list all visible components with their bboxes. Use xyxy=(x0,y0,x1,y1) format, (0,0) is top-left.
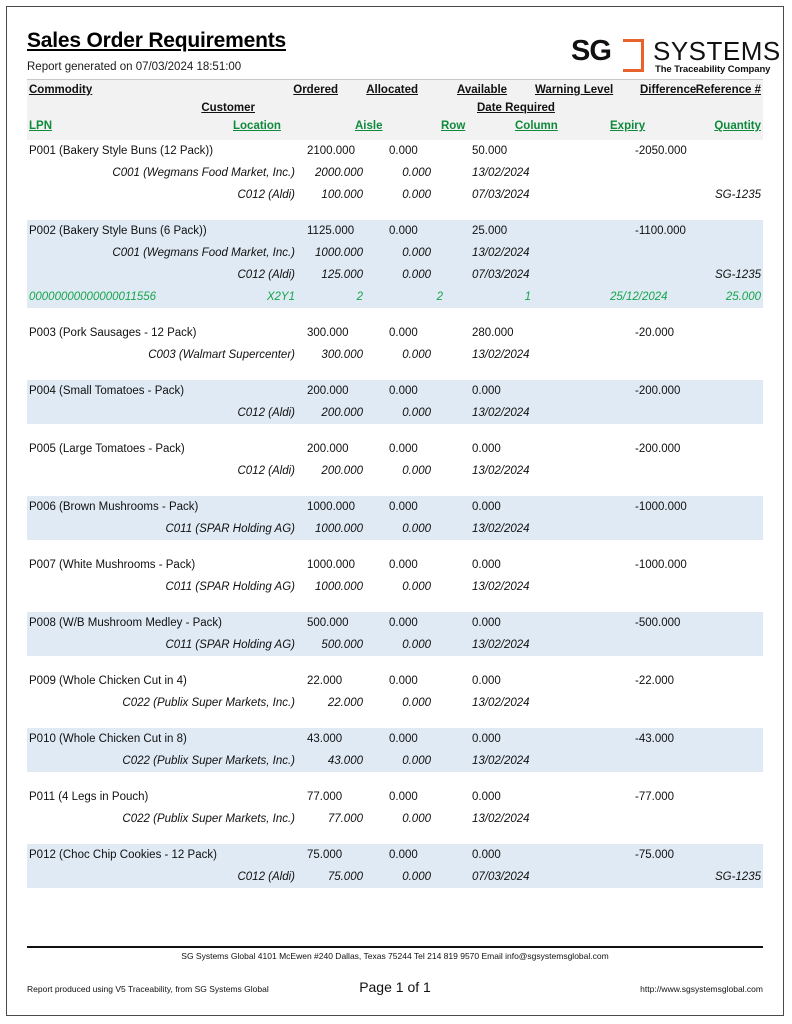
commodity-available: 0.000 xyxy=(472,849,501,861)
customer-ordered: 22.000 xyxy=(327,697,363,709)
commodity-row xyxy=(27,140,763,162)
commodity-name: P004 (Small Tomatoes - Pack) xyxy=(29,385,185,397)
customer-name: C011 (SPAR Holding AG) xyxy=(165,523,295,535)
customer-date-required: 13/02/2024 xyxy=(472,523,530,535)
customer-reference: SG-1235 xyxy=(714,269,761,281)
commodity-row xyxy=(27,322,763,344)
customer-name: C003 (Walmart Supercenter) xyxy=(148,349,295,361)
commodity-group xyxy=(27,670,763,714)
footer-website[interactable]: http://www.sgsystemsglobal.com xyxy=(640,984,763,994)
header-warning-level: Warning Level xyxy=(535,84,614,96)
commodity-ordered: 1000.000 xyxy=(307,501,355,513)
customer-allocated: 0.000 xyxy=(402,639,431,651)
group-spacer xyxy=(27,308,763,322)
header-row: Row xyxy=(441,120,466,132)
customer-date-required: 13/02/2024 xyxy=(472,813,530,825)
commodity-allocated: 0.000 xyxy=(389,443,418,455)
customer-name: C012 (Aldi) xyxy=(237,189,295,201)
commodity-row xyxy=(27,554,763,576)
commodity-name: P007 (White Mushrooms - Pack) xyxy=(29,559,196,571)
commodity-row xyxy=(27,612,763,634)
report-generated-timestamp: Report generated on 07/03/2024 18:51:00 xyxy=(27,61,242,73)
commodity-allocated: 0.000 xyxy=(389,501,418,513)
customer-date-required: 07/03/2024 xyxy=(472,269,530,281)
customer-name: C012 (Aldi) xyxy=(237,871,295,883)
commodity-name: P009 (Whole Chicken Cut in 4) xyxy=(29,675,187,687)
commodity-ordered: 1000.000 xyxy=(307,559,355,571)
customer-date-required: 13/02/2024 xyxy=(472,755,530,767)
lpn-expiry: 25/12/2024 xyxy=(610,291,668,303)
commodity-name: P012 (Choc Chip Cookies - 12 Pack) xyxy=(29,849,217,861)
commodity-available: 0.000 xyxy=(472,501,501,513)
customer-allocated: 0.000 xyxy=(402,697,431,709)
commodity-difference: -20.000 xyxy=(635,327,675,339)
lpn-location: X2Y1 xyxy=(266,291,295,303)
customer-date-required: 13/02/2024 xyxy=(472,465,530,477)
group-spacer xyxy=(27,424,763,438)
customer-reference: SG-1235 xyxy=(714,871,761,883)
customer-name: C022 (Publix Super Markets, Inc.) xyxy=(122,813,295,825)
commodity-ordered: 200.000 xyxy=(307,443,349,455)
logo-sg-mark: SG xyxy=(571,35,611,67)
customer-ordered: 1000.000 xyxy=(315,581,363,593)
customer-ordered: 75.000 xyxy=(327,871,363,883)
commodity-ordered: 22.000 xyxy=(307,675,343,687)
customer-allocated: 0.000 xyxy=(402,407,431,419)
customer-allocated: 0.000 xyxy=(402,247,431,259)
commodity-group xyxy=(27,438,763,482)
customer-row xyxy=(27,692,763,714)
customer-allocated: 0.000 xyxy=(402,167,431,179)
customer-row xyxy=(27,460,763,482)
commodity-allocated: 0.000 xyxy=(389,327,418,339)
commodity-available: 280.000 xyxy=(472,327,514,339)
commodity-row xyxy=(27,844,763,866)
customer-row xyxy=(27,808,763,830)
group-spacer xyxy=(27,540,763,554)
customer-row xyxy=(27,344,763,366)
commodity-available: 0.000 xyxy=(472,617,501,629)
header-date-required: Date Required xyxy=(477,102,555,114)
commodity-group xyxy=(27,554,763,598)
customer-row xyxy=(27,518,763,540)
group-spacer xyxy=(27,482,763,496)
customer-ordered: 200.000 xyxy=(321,465,363,477)
commodity-row xyxy=(27,670,763,692)
header-reference: Reference # xyxy=(695,84,761,96)
customer-date-required: 13/02/2024 xyxy=(472,167,530,179)
lpn-aisle: 2 xyxy=(356,291,363,303)
commodity-name: P002 (Bakery Style Buns (6 Pack)) xyxy=(29,225,207,237)
commodity-group xyxy=(27,728,763,772)
customer-name: C011 (SPAR Holding AG) xyxy=(165,639,295,651)
commodity-row xyxy=(27,220,763,242)
table-column-headers xyxy=(27,79,763,140)
commodity-name: P010 (Whole Chicken Cut in 8) xyxy=(29,733,187,745)
customer-date-required: 07/03/2024 xyxy=(472,871,530,883)
header-expiry: Expiry xyxy=(610,120,646,132)
commodity-group xyxy=(27,496,763,540)
commodity-name: P005 (Large Tomatoes - Pack) xyxy=(29,443,185,455)
customer-ordered: 125.000 xyxy=(321,269,363,281)
lpn-column: 1 xyxy=(524,291,531,303)
customer-ordered: 300.000 xyxy=(321,349,363,361)
commodity-difference: -43.000 xyxy=(635,733,675,745)
commodity-available: 0.000 xyxy=(472,559,501,571)
commodity-available: 25.000 xyxy=(472,225,508,237)
header-ordered: Ordered xyxy=(293,84,338,96)
commodity-allocated: 0.000 xyxy=(389,559,418,571)
commodity-available: 0.000 xyxy=(472,791,501,803)
commodity-name: P006 (Brown Mushrooms - Pack) xyxy=(29,501,199,513)
commodity-allocated: 0.000 xyxy=(389,849,418,861)
commodity-allocated: 0.000 xyxy=(389,145,418,157)
group-spacer xyxy=(27,206,763,220)
commodity-ordered: 2100.000 xyxy=(307,145,355,157)
customer-name: C022 (Publix Super Markets, Inc.) xyxy=(122,697,295,709)
commodity-allocated: 0.000 xyxy=(389,225,418,237)
footer-page-number: Page 1 of 1 xyxy=(359,979,431,995)
group-spacer xyxy=(27,888,763,902)
commodity-difference: -200.000 xyxy=(635,385,681,397)
customer-allocated: 0.000 xyxy=(402,813,431,825)
logo-company-name: SYSTEMS xyxy=(653,36,781,66)
commodity-available: 0.000 xyxy=(472,733,501,745)
requirements-table xyxy=(27,140,763,902)
company-logo xyxy=(569,33,781,79)
lpn-row xyxy=(27,286,763,308)
commodity-difference: -200.000 xyxy=(635,443,681,455)
commodity-ordered: 200.000 xyxy=(307,385,349,397)
commodity-difference: -500.000 xyxy=(635,617,681,629)
commodity-name: P001 (Bakery Style Buns (12 Pack)) xyxy=(29,145,214,157)
customer-name: C012 (Aldi) xyxy=(237,269,295,281)
customer-date-required: 13/02/2024 xyxy=(472,697,530,709)
customer-reference: SG-1235 xyxy=(714,189,761,201)
commodity-allocated: 0.000 xyxy=(389,385,418,397)
logo-tagline: The Traceability Company xyxy=(655,64,771,75)
commodity-allocated: 0.000 xyxy=(389,733,418,745)
customer-date-required: 13/02/2024 xyxy=(472,247,530,259)
commodity-allocated: 0.000 xyxy=(389,675,418,687)
commodity-row xyxy=(27,496,763,518)
commodity-allocated: 0.000 xyxy=(389,617,418,629)
commodity-difference: -1000.000 xyxy=(635,501,687,513)
lpn-quantity: 25.000 xyxy=(725,291,761,303)
group-spacer xyxy=(27,830,763,844)
commodity-difference: -1000.000 xyxy=(635,559,687,571)
customer-allocated: 0.000 xyxy=(402,871,431,883)
customer-name: C012 (Aldi) xyxy=(237,465,295,477)
commodity-difference: -1100.000 xyxy=(635,225,686,237)
customer-allocated: 0.000 xyxy=(402,465,431,477)
commodity-ordered: 43.000 xyxy=(307,733,343,745)
commodity-available: 50.000 xyxy=(472,145,508,157)
header-aisle: Aisle xyxy=(355,120,383,132)
customer-row xyxy=(27,634,763,656)
header-allocated: Allocated xyxy=(366,84,418,96)
commodity-available: 0.000 xyxy=(472,385,501,397)
commodity-difference: -75.000 xyxy=(635,849,675,861)
document-footer xyxy=(27,946,763,999)
commodity-difference: -22.000 xyxy=(635,675,675,687)
lpn-row: 2 xyxy=(436,291,443,303)
customer-allocated: 0.000 xyxy=(402,523,431,535)
header-available: Available xyxy=(457,84,508,96)
customer-date-required: 13/02/2024 xyxy=(472,581,530,593)
customer-row xyxy=(27,866,763,888)
customer-row xyxy=(27,402,763,424)
header-commodity: Commodity xyxy=(29,84,93,96)
commodity-difference: -77.000 xyxy=(635,791,675,803)
customer-date-required: 13/02/2024 xyxy=(472,407,530,419)
group-spacer xyxy=(27,598,763,612)
commodity-ordered: 1125.000 xyxy=(307,225,355,237)
commodity-available: 0.000 xyxy=(472,675,501,687)
commodity-group xyxy=(27,220,763,308)
customer-ordered: 500.000 xyxy=(321,639,363,651)
document-header xyxy=(7,7,783,79)
customer-name: C011 (SPAR Holding AG) xyxy=(165,581,295,593)
customer-row xyxy=(27,162,763,184)
customer-name: C012 (Aldi) xyxy=(237,407,295,419)
header-difference: Difference xyxy=(640,84,697,96)
customer-allocated: 0.000 xyxy=(402,581,431,593)
report-page xyxy=(6,6,784,1016)
commodity-available: 0.000 xyxy=(472,443,501,455)
header-lpn: LPN xyxy=(29,120,52,132)
customer-allocated: 0.000 xyxy=(402,189,431,201)
page-title: Sales Order Requirements xyxy=(27,29,286,52)
group-spacer xyxy=(27,714,763,728)
commodity-group xyxy=(27,322,763,366)
customer-row xyxy=(27,750,763,772)
customer-name: C001 (Wegmans Food Market, Inc.) xyxy=(112,167,295,179)
customer-ordered: 1000.000 xyxy=(315,523,363,535)
commodity-row xyxy=(27,438,763,460)
header-quantity: Quantity xyxy=(714,120,761,132)
lpn-number: 00000000000000011556 xyxy=(29,291,157,303)
group-spacer xyxy=(27,656,763,670)
customer-date-required: 13/02/2024 xyxy=(472,639,530,651)
footer-produced-by: Report produced using V5 Traceability, from SG Systems Global xyxy=(27,984,269,994)
customer-allocated: 0.000 xyxy=(402,755,431,767)
customer-ordered: 1000.000 xyxy=(315,247,363,259)
customer-date-required: 07/03/2024 xyxy=(472,189,530,201)
group-spacer xyxy=(27,772,763,786)
logo-bracket-shape-icon xyxy=(623,39,644,72)
header-column: Column xyxy=(515,120,558,132)
commodity-name: P011 (4 Legs in Pouch) xyxy=(29,791,149,803)
customer-ordered: 77.000 xyxy=(327,813,363,825)
customer-row xyxy=(27,242,763,264)
customer-allocated: 0.000 xyxy=(402,269,431,281)
customer-ordered: 2000.000 xyxy=(315,167,363,179)
commodity-ordered: 77.000 xyxy=(307,791,343,803)
customer-row xyxy=(27,264,763,286)
customer-ordered: 100.000 xyxy=(321,189,363,201)
commodity-row xyxy=(27,728,763,750)
commodity-name: P008 (W/B Mushroom Medley - Pack) xyxy=(29,617,223,629)
customer-date-required: 13/02/2024 xyxy=(472,349,530,361)
customer-row xyxy=(27,576,763,598)
header-location: Location xyxy=(233,120,281,132)
footer-divider xyxy=(27,946,763,948)
commodity-row xyxy=(27,380,763,402)
customer-name: C022 (Publix Super Markets, Inc.) xyxy=(122,755,295,767)
commodity-group xyxy=(27,844,763,888)
customer-allocated: 0.000 xyxy=(402,349,431,361)
customer-ordered: 200.000 xyxy=(321,407,363,419)
customer-ordered: 43.000 xyxy=(327,755,363,767)
commodity-ordered: 75.000 xyxy=(307,849,343,861)
commodity-difference: -2050.000 xyxy=(635,145,687,157)
customer-name: C001 (Wegmans Food Market, Inc.) xyxy=(112,247,295,259)
commodity-row xyxy=(27,786,763,808)
commodity-group xyxy=(27,380,763,424)
commodity-allocated: 0.000 xyxy=(389,791,418,803)
group-spacer xyxy=(27,366,763,380)
commodity-group xyxy=(27,140,763,206)
commodity-name: P003 (Pork Sausages - 12 Pack) xyxy=(29,327,197,339)
header-customer: Customer xyxy=(201,102,255,114)
customer-row xyxy=(27,184,763,206)
footer-address: SG Systems Global 4101 McEwen #240 Dallas, Texas 75244 Tel 214 819 9570 Email info@sgsystemsglobal.com xyxy=(181,951,609,961)
commodity-ordered: 300.000 xyxy=(307,327,349,339)
commodity-ordered: 500.000 xyxy=(307,617,349,629)
commodity-group xyxy=(27,612,763,656)
commodity-group xyxy=(27,786,763,830)
